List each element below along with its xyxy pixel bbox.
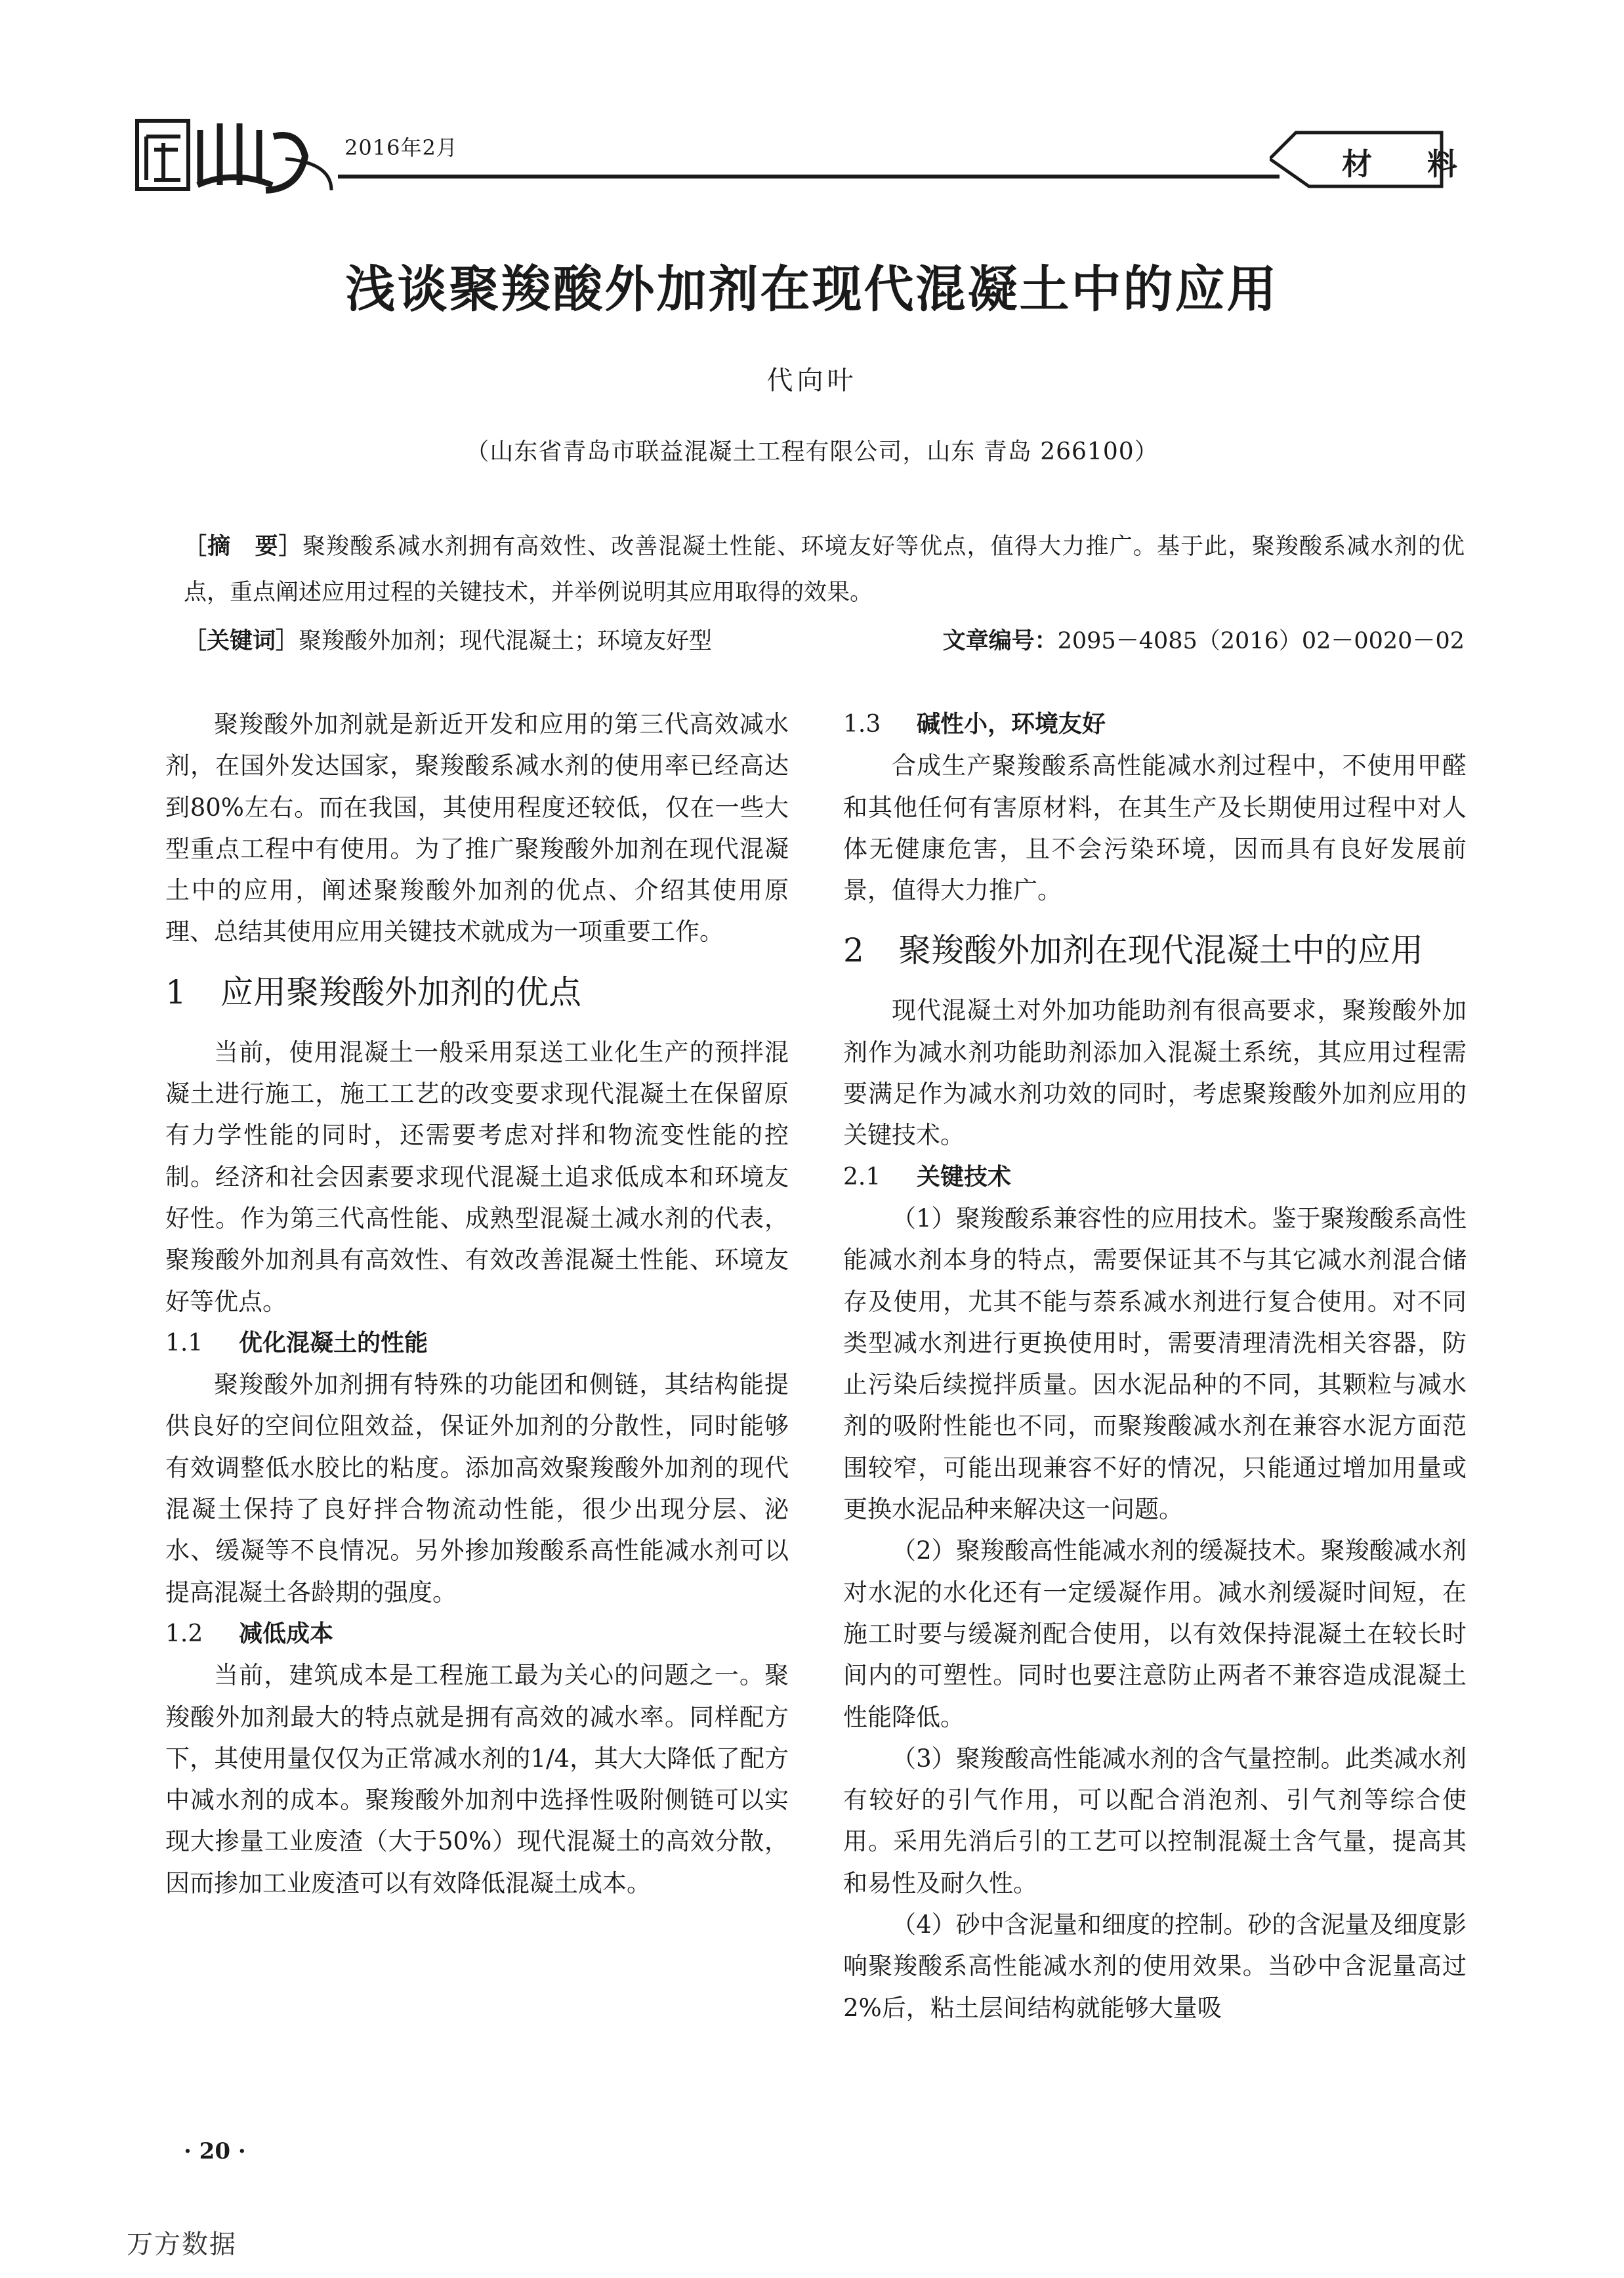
body-column-left [165, 704, 789, 1904]
document-id-value: 2095－4085（2016）02－0020－02 [1057, 628, 1465, 654]
technique-2-paragraph: （2）聚羧酸高性能减水剂的缓凝技术。聚羧酸减水剂对水泥的水化还有一定缓凝作用。减水剂缓凝时间短，在施工时要与缓凝剂配合使用，以有效保持混凝土在较长时间内的可塑性。同时也要注意防止两者不兼容造成混凝土性能降低。 [843, 1536, 1467, 1731]
section-2-1-number: 2.1 [843, 1163, 881, 1191]
section-1-3-paragraph: 合成生产聚羧酸系高性能减水剂过程中，不使用甲醛和其他任何有害原材料，在其生产及长期使用过程中对人体无健康危害，且不会污染环境，因而具有良好发展前景，值得大力推广。 [843, 751, 1467, 905]
section-1-1-title: 优化混凝土的性能 [239, 1328, 428, 1357]
issue-date: 2016年2月 [344, 135, 458, 160]
section-1-paragraph: 当前，使用混凝土一般采用泵送工业化生产的预拌混凝土进行施工，施工工艺的改变要求现代混凝土在保留原有力学性能的同时，还需要考虑对拌和物流变性能的控制。经济和社会因素要求现代混凝土追求低成本和环境友好性。作为第三代高性能、成熟型混凝土减水剂的代表，聚羧酸外加剂具有高效性、有效改善混凝土性能、环境友好等优点。 [165, 1038, 789, 1316]
section-1-heading [165, 967, 789, 1017]
section-1-2-title: 减低成本 [239, 1619, 334, 1647]
abstract-text: 聚羧酸系减水剂拥有高效性、改善混凝土性能、环境友好等优点，值得大力推广。基于此，聚羧酸系减水剂的优点，重点阐述应用过程的关键技术，并举例说明其应用取得的效果。 [184, 534, 1465, 606]
technique-3-paragraph: （3）聚羧酸高性能减水剂的含气量控制。此类减水剂有较好的引气作用，可以配合消泡剂、引气剂等综合使用。采用先消后引的工艺可以控制混凝土含气量，提高其和易性及耐久性。 [843, 1744, 1467, 1897]
section-1-1-heading [165, 1322, 789, 1364]
keywords-text: 聚羧酸外加剂；现代混凝土；环境友好型 [299, 628, 713, 654]
abstract-label: ［摘 要］ [184, 533, 302, 560]
section-1-3-number: 1.3 [843, 711, 881, 738]
document-id [943, 618, 1465, 664]
section-1-2-paragraph: 当前，建筑成本是工程施工最为关心的问题之一。聚羧酸外加剂最大的特点就是拥有高效的减水率。同样配方下，其使用量仅仅为正常减水剂的1/4，其大大降低了配方中减水剂的成本。聚羧酸外加剂中选择性吸附侧链可以实现大掺量工业废渣（大于50%）现代混凝土的高效分散，因而掺加工业废渣可以有效降低混凝土成本。 [165, 1661, 789, 1897]
author-name: 代向叶 [766, 366, 858, 396]
header-rule [338, 175, 1280, 179]
section-2-paragraph: 现代混凝土对外加功能助剂有很高要求，聚羧酸外加剂作为减水剂功能助剂添加入混凝土系统，其应用过程需要满足作为减水剂功效的同时，考虑聚羧酸外加剂应用的关键技术。 [843, 996, 1467, 1150]
technique-1-paragraph: （1）聚羧酸系兼容性的应用技术。鉴于聚羧酸系高性能减水剂本身的特点，需要保证其不与其它减水剂混合储存及使用，尤其不能与萘系减水剂进行复合使用。对不同类型减水剂进行更换使用时，需要清理清洗相关容器，防止污染后续搅拌质量。因水泥品种的不同，其颗粒与减水剂的吸附性能也不同，而聚羧酸减水剂在兼容水泥方面范围较窄，可能出现兼容不好的情况，只能通过增加用量或更换水泥品种来解决这一问题。 [843, 1204, 1467, 1524]
page-number: · 20 · [184, 2138, 246, 2164]
keywords-label: ［关键词］ [184, 627, 299, 654]
body-column-right [843, 704, 1467, 2029]
article-title: 浅谈聚羧酸外加剂在现代混凝土中的应用 [345, 260, 1279, 318]
section-1-1-paragraph: 聚羧酸外加剂拥有特殊的功能团和侧链，其结构能提供良好的空间位阻效益，保证外加剂的分散性，同时能够有效调整低水胶比的粘度。添加高效聚羧酸外加剂的现代混凝土保持了良好拌合物流动性能，很少出现分层、泌水、缓凝等不良情况。另外掺加羧酸系高性能减水剂可以提高混凝土各龄期的强度。 [165, 1370, 789, 1607]
author-affiliation: （山东省青岛市联益混凝土工程有限公司，山东 青岛 266100） [465, 438, 1159, 465]
section-label: 材 料 [1342, 146, 1480, 182]
section-1-3-title: 碱性小，环境友好 [917, 710, 1106, 738]
journal-logo-mark [135, 117, 338, 194]
section-1-2-number: 1.2 [165, 1620, 203, 1647]
section-2-number: 2 [843, 931, 864, 970]
section-1-2-heading [165, 1613, 789, 1655]
intro-paragraph: 聚羧酸外加剂就是新近开发和应用的第三代高效减水剂，在国外发达国家，聚羧酸系减水剂的使用率已经高达到80%左右。而在我国，其使用程度还较低，仅在一些大型重点工程中有使用。为了推广聚羧酸外加剂在现代混凝土中的应用，阐述聚羧酸外加剂的优点、介绍其使用原理、总结其使用应用关键技术就成为一项重要工作。 [165, 710, 789, 946]
technique-4-paragraph: （4）砂中含泥量和细度的控制。砂的含泥量及细度影响聚羧酸系高性能减水剂的使用效果。当砂中含泥量高过2%后，粘土层间结构就能够大量吸 [843, 1910, 1467, 2022]
journal-logo [135, 117, 338, 194]
document-id-label: 文章编号： [942, 627, 1058, 654]
section-2-1-heading [843, 1156, 1467, 1198]
section-1-1-number: 1.1 [165, 1329, 203, 1357]
section-2-heading [843, 925, 1467, 975]
section-1-title: 应用聚羧酸外加剂的优点 [220, 973, 581, 1011]
abstract [184, 524, 1465, 616]
database-watermark: 万方数据 [127, 2229, 237, 2260]
section-1-3-heading [843, 704, 1467, 745]
keywords-row [184, 618, 1465, 664]
section-1-number: 1 [165, 973, 186, 1011]
section-2-title: 聚羧酸外加剂在现代混凝土中的应用 [898, 931, 1423, 970]
section-2-1-title: 关键技术 [917, 1162, 1012, 1191]
